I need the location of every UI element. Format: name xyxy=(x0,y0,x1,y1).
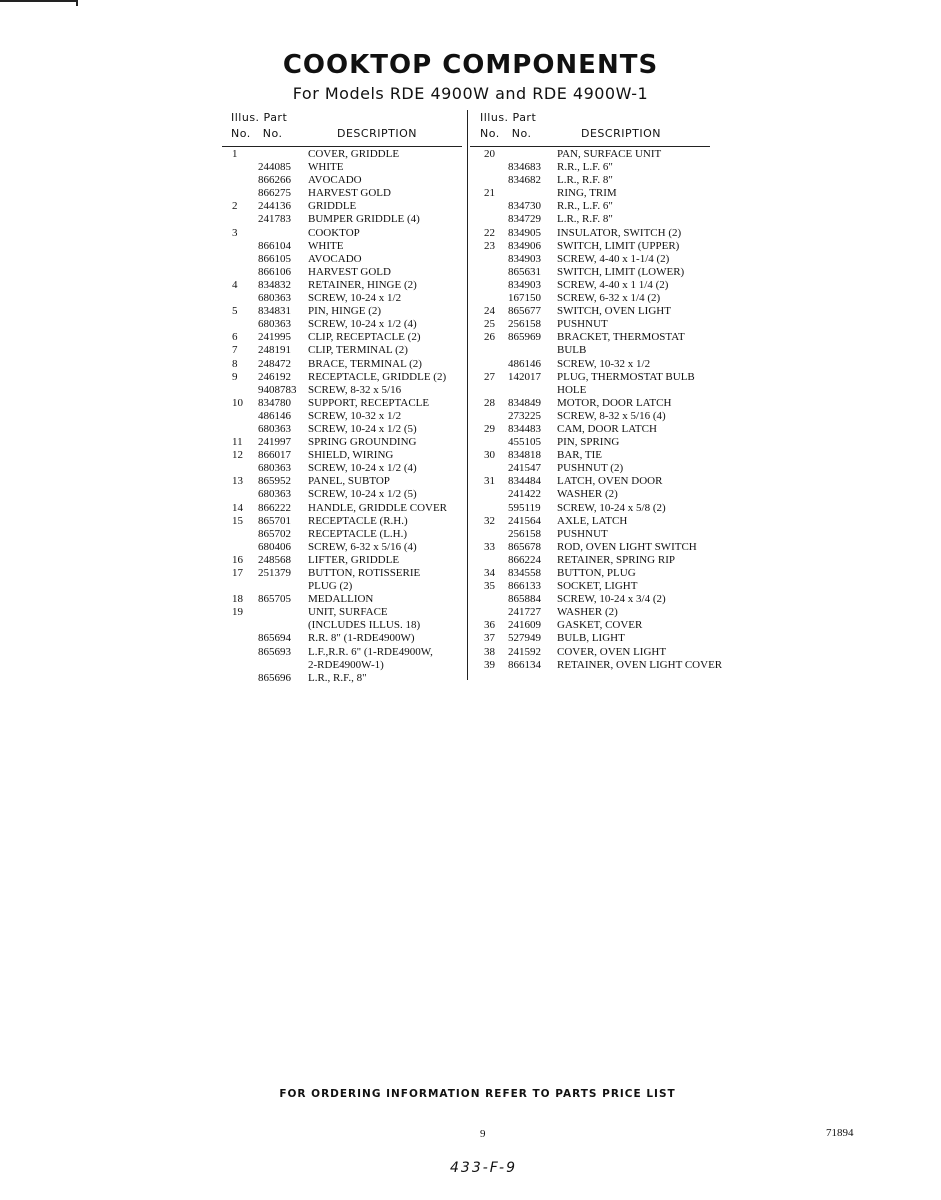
ordering-note: FOR ORDERING INFORMATION REFER TO PARTS PRICE LIST xyxy=(279,1088,676,1100)
part-description: (INCLUDES ILLUS. 18) xyxy=(308,619,421,632)
part-description: BUMPER GRIDDLE (4) xyxy=(308,213,420,226)
table-row xyxy=(470,606,740,619)
illus-no: 21 xyxy=(484,187,495,200)
table-row xyxy=(222,462,467,475)
table-row xyxy=(222,253,467,266)
part-no: 241995 xyxy=(258,331,291,344)
illus-no: 19 xyxy=(232,606,243,619)
column-divider xyxy=(467,110,468,680)
part-no: 866275 xyxy=(258,187,291,200)
left-header-description: DESCRIPTION xyxy=(337,127,417,140)
table-row xyxy=(222,502,467,515)
table-row xyxy=(222,659,467,672)
illus-no: 25 xyxy=(484,318,495,331)
left-header-no-no: No. No. xyxy=(231,127,283,140)
table-row xyxy=(222,266,467,279)
right-column-header xyxy=(480,111,720,145)
table-row xyxy=(222,200,467,213)
table-row xyxy=(470,266,740,279)
table-row xyxy=(470,436,740,449)
part-no: 256158 xyxy=(508,527,541,540)
part-no: 834831 xyxy=(258,305,291,318)
part-description: CLIP, TERMINAL (2) xyxy=(308,344,408,357)
table-row xyxy=(222,227,467,240)
part-no: 244085 xyxy=(258,161,291,174)
part-no: 241727 xyxy=(508,606,541,619)
part-no: 244136 xyxy=(258,200,291,213)
illus-no: 28 xyxy=(484,396,495,409)
table-row xyxy=(470,475,740,488)
table-row xyxy=(470,187,740,200)
table-row xyxy=(222,567,467,580)
table-row xyxy=(222,279,467,292)
illus-no: 31 xyxy=(484,475,495,488)
part-no: 866133 xyxy=(508,580,541,593)
part-description: GASKET, COVER xyxy=(557,619,643,632)
table-row xyxy=(222,148,467,161)
part-no: 865694 xyxy=(258,632,291,645)
illus-no: 18 xyxy=(232,593,243,606)
part-description: INSULATOR, SWITCH (2) xyxy=(557,226,682,239)
part-no: 680363 xyxy=(258,488,291,501)
illus-no: 32 xyxy=(484,514,495,527)
part-description: RING, TRIM xyxy=(557,187,617,200)
part-no: 834849 xyxy=(508,396,541,409)
table-row xyxy=(222,646,467,659)
right-header-description: DESCRIPTION xyxy=(581,127,661,140)
table-row xyxy=(222,384,467,397)
part-description: PUSHNUT xyxy=(557,527,608,540)
part-description: SCREW, 8-32 x 5/16 (4) xyxy=(557,409,666,422)
part-description: L.F.,R.R. 6" (1-RDE4900W, xyxy=(308,645,433,658)
table-row xyxy=(470,567,740,580)
part-no: 680363 xyxy=(258,318,291,331)
part-description: MEDALLION xyxy=(308,593,374,606)
part-description: HARVEST GOLD xyxy=(308,187,391,200)
part-description: SUPPORT, RECEPTACLE xyxy=(308,396,430,409)
part-description: BRACKET, THERMOSTAT xyxy=(557,331,685,344)
table-row xyxy=(470,632,740,645)
part-no: 865969 xyxy=(508,331,541,344)
table-row xyxy=(470,541,740,554)
table-row xyxy=(470,554,740,567)
part-description: AXLE, LATCH xyxy=(557,514,628,527)
illus-no: 4 xyxy=(232,278,238,291)
part-description: SCREW, 10-24 x 1/2 (4) xyxy=(308,462,417,475)
right-header-illus-part: Illus. Part xyxy=(480,111,537,124)
illus-no: 26 xyxy=(484,331,495,344)
part-description: BRACE, TERMINAL (2) xyxy=(308,357,422,370)
illus-no: 14 xyxy=(232,501,243,514)
illus-no: 11 xyxy=(232,436,243,449)
part-no: 866222 xyxy=(258,501,291,514)
part-description: CAM, DOOR LATCH xyxy=(557,422,657,435)
illus-no: 8 xyxy=(232,357,238,370)
top-corner-tick xyxy=(76,0,78,6)
table-row xyxy=(222,331,467,344)
table-row xyxy=(470,410,740,423)
illus-no: 37 xyxy=(484,632,495,645)
right-parts-list xyxy=(470,148,740,672)
table-row xyxy=(222,449,467,462)
part-no: 527949 xyxy=(508,632,541,645)
document-number: 71894 xyxy=(826,1127,854,1139)
part-description: SOCKET, LIGHT xyxy=(557,580,638,593)
part-description: HANDLE, GRIDDLE COVER xyxy=(308,501,448,514)
part-description: PUSHNUT xyxy=(557,318,608,331)
part-description: SCREW, 10-24 x 1/2 xyxy=(308,292,402,305)
table-row xyxy=(222,344,467,357)
table-row xyxy=(222,554,467,567)
part-description: RETAINER, HINGE (2) xyxy=(308,278,417,291)
part-no: 251379 xyxy=(258,567,291,579)
part-description: SCREW, 10-24 x 5/8 (2) xyxy=(557,501,666,514)
part-no: 167150 xyxy=(508,292,541,305)
part-description: R.R., L.F. 6" xyxy=(557,161,613,174)
illus-no: 24 xyxy=(484,305,495,318)
table-row xyxy=(222,515,467,528)
part-description: RECEPTACLE (R.H.) xyxy=(308,514,408,527)
table-row xyxy=(470,305,740,318)
part-no: 865678 xyxy=(508,540,541,553)
part-description: PANEL, SUBTOP xyxy=(308,475,390,488)
part-description: PIN, SPRING xyxy=(557,436,620,449)
part-no: 248191 xyxy=(258,344,291,357)
part-description: SCREW, 10-32 x 1/2 xyxy=(308,409,402,422)
table-row xyxy=(470,659,740,672)
part-description: WASHER (2) xyxy=(557,606,618,619)
table-row xyxy=(222,240,467,253)
part-description: BULB, LIGHT xyxy=(557,632,625,645)
part-description: UNIT, SURFACE xyxy=(308,606,388,619)
left-parts-list xyxy=(222,148,467,685)
part-no: 834780 xyxy=(258,396,291,409)
part-description: L.R., R.F. 8" xyxy=(557,213,613,226)
part-no: 834730 xyxy=(508,200,541,213)
part-description: SWITCH, LIMIT (UPPER) xyxy=(557,239,680,252)
table-row xyxy=(222,436,467,449)
table-row xyxy=(470,646,740,659)
illus-no: 10 xyxy=(232,396,243,409)
part-no: 834558 xyxy=(508,567,541,579)
part-no: 834818 xyxy=(508,449,541,462)
part-description: PLUG, THERMOSTAT BULB xyxy=(557,370,695,383)
part-no: 241997 xyxy=(258,436,291,449)
part-description: SWITCH, OVEN LIGHT xyxy=(557,305,671,318)
table-row xyxy=(470,528,740,541)
part-description: LATCH, OVEN DOOR xyxy=(557,475,663,488)
part-description: HARVEST GOLD xyxy=(308,265,391,278)
table-row xyxy=(470,213,740,226)
part-description: SCREW, 10-24 x 1/2 (5) xyxy=(308,422,417,435)
part-no: 241564 xyxy=(508,514,541,527)
table-row xyxy=(470,358,740,371)
part-description: WASHER (2) xyxy=(557,488,618,501)
part-description: BUTTON, PLUG xyxy=(557,567,636,579)
illus-no: 17 xyxy=(232,567,243,579)
part-no: 834484 xyxy=(508,475,541,488)
left-column-header xyxy=(231,111,461,145)
table-row xyxy=(222,619,467,632)
page-mark: 9 xyxy=(480,1128,486,1140)
table-row xyxy=(470,240,740,253)
part-no: 486146 xyxy=(508,357,541,370)
table-row xyxy=(222,475,467,488)
part-no: 241422 xyxy=(508,488,541,501)
table-row xyxy=(222,580,467,593)
part-description: PIN, HINGE (2) xyxy=(308,305,382,318)
illus-no: 22 xyxy=(484,226,495,239)
left-header-rule xyxy=(222,146,462,147)
table-row xyxy=(470,331,740,344)
illus-no: 7 xyxy=(232,344,238,357)
table-row xyxy=(470,515,740,528)
part-description: SHIELD, WIRING xyxy=(308,449,394,462)
part-no: 865696 xyxy=(258,671,291,684)
part-description: AVOCADO xyxy=(308,174,362,187)
illus-no: 27 xyxy=(484,370,495,383)
table-row xyxy=(222,606,467,619)
part-description: SCREW, 10-32 x 1/2 xyxy=(557,357,651,370)
illus-no: 3 xyxy=(232,226,238,239)
table-row xyxy=(222,187,467,200)
part-description: PAN, SURFACE UNIT xyxy=(557,148,662,160)
table-row xyxy=(470,502,740,515)
table-row xyxy=(470,449,740,462)
part-description: L.R., R.F., 8" xyxy=(308,671,367,684)
part-description: AVOCADO xyxy=(308,252,362,265)
table-row xyxy=(470,227,740,240)
table-row xyxy=(470,488,740,501)
part-no: 680363 xyxy=(258,422,291,435)
table-row xyxy=(222,161,467,174)
part-no: 866017 xyxy=(258,449,291,462)
table-row xyxy=(470,371,740,384)
part-no: 866104 xyxy=(258,239,291,252)
part-description: RETAINER, SPRING RIP xyxy=(557,553,675,566)
top-corner-rule xyxy=(0,0,76,2)
table-row xyxy=(470,292,740,305)
part-no: 241783 xyxy=(258,213,291,226)
part-no: 834729 xyxy=(508,213,541,226)
part-no: 865952 xyxy=(258,475,291,488)
table-row xyxy=(470,384,740,397)
handwritten-note: 433-F-9 xyxy=(450,1160,518,1176)
illus-no: 29 xyxy=(484,422,495,435)
part-no: 834905 xyxy=(508,226,541,239)
part-no: 246192 xyxy=(258,370,291,383)
table-row xyxy=(222,632,467,645)
part-description: WHITE xyxy=(308,161,344,174)
part-description: GRIDDLE xyxy=(308,200,357,213)
illus-no: 13 xyxy=(232,475,243,488)
part-no: 834483 xyxy=(508,422,541,435)
table-row xyxy=(470,200,740,213)
table-row xyxy=(222,371,467,384)
illus-no: 23 xyxy=(484,239,495,252)
part-description: BUTTON, ROTISSERIE xyxy=(308,567,421,579)
table-row xyxy=(222,672,467,685)
table-row xyxy=(470,253,740,266)
part-no: 248472 xyxy=(258,357,291,370)
part-description: PUSHNUT (2) xyxy=(557,462,624,475)
part-description: SCREW, 8-32 x 5/16 xyxy=(308,383,402,396)
part-description: LIFTER, GRIDDLE xyxy=(308,553,400,566)
table-row xyxy=(470,174,740,187)
part-no: 595119 xyxy=(508,501,541,514)
part-no: 834832 xyxy=(258,278,291,291)
part-description: HOLE xyxy=(557,383,587,396)
illus-no: 20 xyxy=(484,148,495,160)
part-description: RECEPTACLE, GRIDDLE (2) xyxy=(308,370,447,383)
part-description: SCREW, 10-24 x 1/2 (5) xyxy=(308,488,417,501)
part-description: SWITCH, LIMIT (LOWER) xyxy=(557,265,685,278)
part-no: 866134 xyxy=(508,658,541,671)
part-description: COVER, OVEN LIGHT xyxy=(557,645,667,658)
part-no: 865702 xyxy=(258,527,291,540)
part-description: SCREW, 4-40 x 1-1/4 (2) xyxy=(557,252,670,265)
part-description: COVER, GRIDDLE xyxy=(308,148,400,160)
part-no: 834903 xyxy=(508,252,541,265)
table-row xyxy=(222,488,467,501)
table-row xyxy=(222,292,467,305)
part-no: 834682 xyxy=(508,174,541,187)
part-description: SCREW, 6-32 x 1/4 (2) xyxy=(557,292,661,305)
part-description: CLIP, RECEPTACLE (2) xyxy=(308,331,421,344)
illus-no: 38 xyxy=(484,645,495,658)
part-description: SCREW, 6-32 x 5/16 (4) xyxy=(308,540,417,553)
part-description: SCREW, 10-24 x 1/2 (4) xyxy=(308,318,417,331)
illus-no: 30 xyxy=(484,449,495,462)
part-no: 142017 xyxy=(508,370,541,383)
table-row xyxy=(222,397,467,410)
illus-no: 1 xyxy=(232,148,238,160)
part-no: 865701 xyxy=(258,514,291,527)
part-no: 9408783 xyxy=(258,383,297,396)
illus-no: 36 xyxy=(484,619,495,632)
part-no: 273225 xyxy=(508,409,541,422)
part-no: 834683 xyxy=(508,161,541,174)
part-description: 2-RDE4900W-1) xyxy=(308,658,384,671)
illus-no: 9 xyxy=(232,370,238,383)
part-description: R.R. 8" (1-RDE4900W) xyxy=(308,632,415,645)
illus-no: 5 xyxy=(232,305,238,318)
right-header-rule xyxy=(470,146,710,147)
part-no: 680363 xyxy=(258,292,291,305)
part-no: 241609 xyxy=(508,619,541,632)
part-no: 866105 xyxy=(258,252,291,265)
part-description: RECEPTACLE (L.H.) xyxy=(308,527,408,540)
part-description: L.R., R.F. 8" xyxy=(557,174,613,187)
right-header-no-no: No. No. xyxy=(480,127,532,140)
table-row xyxy=(470,161,740,174)
table-row xyxy=(222,305,467,318)
part-description: SPRING GROUNDING xyxy=(308,436,417,449)
table-row xyxy=(470,344,740,357)
table-row xyxy=(470,580,740,593)
table-row xyxy=(222,174,467,187)
part-no: 680406 xyxy=(258,540,291,553)
part-no: 866224 xyxy=(508,553,541,566)
part-no: 834906 xyxy=(508,239,541,252)
table-row xyxy=(470,462,740,475)
table-row xyxy=(222,528,467,541)
table-row xyxy=(470,148,740,161)
table-row xyxy=(470,279,740,292)
part-description: SCREW, 4-40 x 1 1/4 (2) xyxy=(557,278,669,291)
part-no: 486146 xyxy=(258,409,291,422)
illus-no: 33 xyxy=(484,540,495,553)
left-header-illus-part: Illus. Part xyxy=(231,111,288,124)
part-description: PLUG (2) xyxy=(308,580,353,593)
part-no: 241547 xyxy=(508,462,541,475)
part-no: 241592 xyxy=(508,645,541,658)
page-title: COOKTOP COMPONENTS xyxy=(282,50,659,80)
part-description: RETAINER, OVEN LIGHT COVER xyxy=(557,658,723,671)
illus-no: 6 xyxy=(232,331,238,344)
table-row xyxy=(222,213,467,226)
table-row xyxy=(470,397,740,410)
part-no: 866106 xyxy=(258,265,291,278)
part-description: MOTOR, DOOR LATCH xyxy=(557,396,672,409)
illus-no: 2 xyxy=(232,200,238,213)
part-description: R.R., L.F. 6" xyxy=(557,200,613,213)
illus-no: 12 xyxy=(232,449,243,462)
table-row xyxy=(222,358,467,371)
part-no: 248568 xyxy=(258,553,291,566)
part-no: 256158 xyxy=(508,318,541,331)
table-row xyxy=(470,593,740,606)
part-no: 455105 xyxy=(508,436,541,449)
part-no: 865631 xyxy=(508,265,541,278)
part-description: BAR, TIE xyxy=(557,449,603,462)
part-no: 865677 xyxy=(508,305,541,318)
table-row xyxy=(222,423,467,436)
illus-no: 39 xyxy=(484,658,495,671)
table-row xyxy=(470,619,740,632)
part-no: 680363 xyxy=(258,462,291,475)
part-no: 834903 xyxy=(508,278,541,291)
table-row xyxy=(470,423,740,436)
table-row xyxy=(470,318,740,331)
part-no: 865693 xyxy=(258,645,291,658)
illus-no: 35 xyxy=(484,580,495,593)
part-description: WHITE xyxy=(308,239,344,252)
part-description: ROD, OVEN LIGHT SWITCH xyxy=(557,540,697,553)
part-no: 866266 xyxy=(258,174,291,187)
part-no: 865884 xyxy=(508,593,541,606)
table-row xyxy=(222,593,467,606)
illus-no: 16 xyxy=(232,553,243,566)
part-description: BULB xyxy=(557,344,587,357)
part-description: SCREW, 10-24 x 3/4 (2) xyxy=(557,593,666,606)
page-subtitle: For Models RDE 4900W and RDE 4900W-1 xyxy=(292,84,649,103)
table-row xyxy=(222,541,467,554)
illus-no: 15 xyxy=(232,514,243,527)
part-no: 865705 xyxy=(258,593,291,606)
illus-no: 34 xyxy=(484,567,495,579)
part-description: COOKTOP xyxy=(308,226,360,239)
table-row xyxy=(222,410,467,423)
table-row xyxy=(222,318,467,331)
